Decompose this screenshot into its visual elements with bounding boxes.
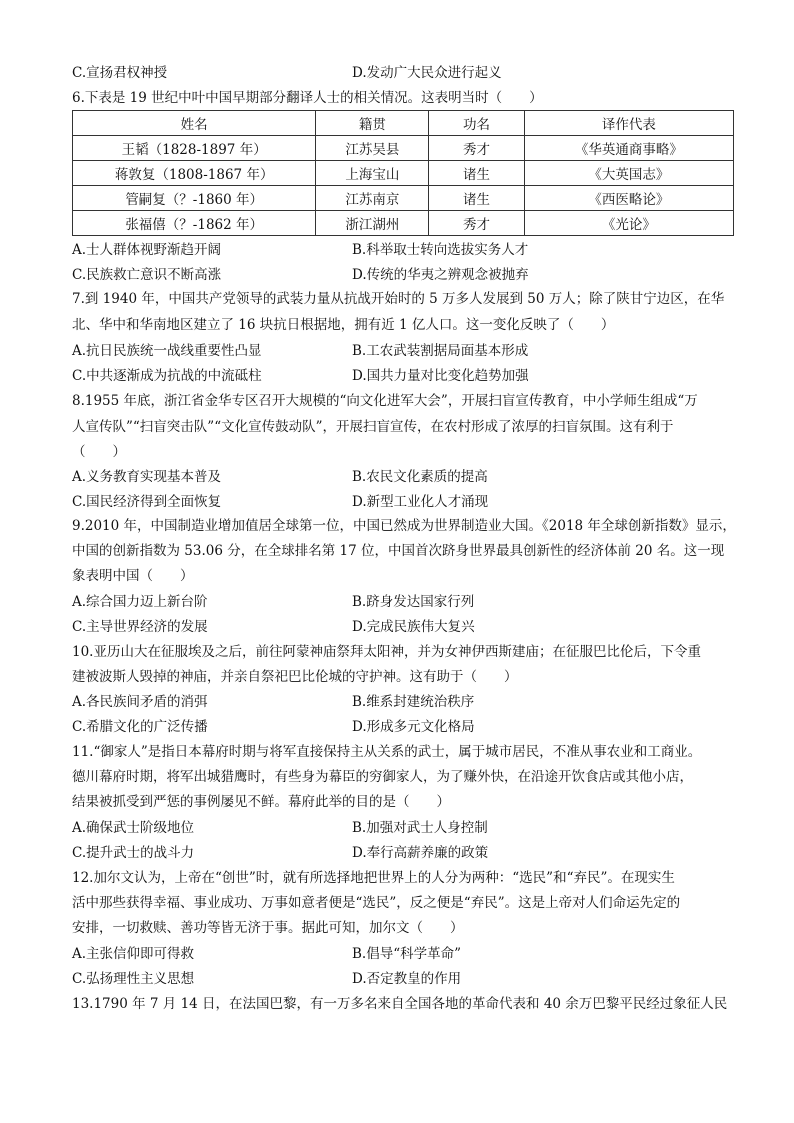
q7-option-d[interactable]: D.国共力量对比变化趋势加强	[352, 368, 529, 384]
q9-option-d[interactable]: D.完成民族伟大复兴	[352, 619, 475, 635]
q12-stem-line-3: 安排，一切救赎、善功等皆无济于事。据此可知，加尔文（ ）	[72, 920, 464, 936]
table-cell: 上海宝山	[316, 161, 429, 186]
table-cell: 王韬（1828-1897 年）	[73, 136, 316, 161]
q8-option-a[interactable]: A.义务教育实现基本普及	[72, 469, 222, 485]
q7-option-a[interactable]: A.抗日民族统一战线重要性凸显	[72, 343, 262, 359]
table-row	[73, 161, 734, 186]
table-cell: 《大英国志》	[524, 161, 733, 186]
header-works: 译作代表	[524, 111, 733, 136]
table-row	[73, 211, 734, 236]
q6-option-c[interactable]: C.民族救亡意识不断高涨	[72, 267, 222, 283]
table-cell: 诸生	[429, 186, 524, 211]
q8-stem-line-3: （ ）	[72, 444, 126, 460]
table-cell: 浙江湖州	[316, 211, 429, 236]
header-name: 姓名	[73, 111, 316, 136]
table-cell: 《光论》	[524, 211, 733, 236]
q10-stem-line-1: 10.亚历山大在征服埃及之后，前往阿蒙神庙祭拜太阳神，并为女神伊西斯建庙；在征服巴比伦后，下令重	[72, 644, 701, 660]
q6-translator-table	[72, 110, 734, 236]
q8-option-d[interactable]: D.新型工业化人才涌现	[352, 494, 489, 510]
q12-option-b[interactable]: B.倡导“科学革命”	[352, 946, 462, 962]
table-cell: 秀才	[429, 211, 524, 236]
q6-stem: 6.下表是 19 世纪中叶中国早期部分翻译人士的相关情况。这表明当时（ ）	[72, 90, 543, 106]
q5-option-c[interactable]: C.宣扬君权神授	[72, 65, 168, 81]
q10-option-b[interactable]: B.维系封建统治秩序	[352, 694, 475, 710]
header-title: 功名	[429, 111, 524, 136]
table-cell: 管嗣复（？-1860 年）	[73, 186, 316, 211]
q8-stem-line-1: 8.1955 年底，浙江省金华专区召开大规模的“向文化进军大会”，开展扫盲宣传教育，中小学师生组成“万	[72, 393, 698, 409]
header-origin: 籍贯	[316, 111, 429, 136]
q11-option-b[interactable]: B.加强对武士人身控制	[352, 820, 488, 836]
q9-option-b[interactable]: B.跻身发达国家行列	[352, 594, 475, 610]
table-cell: 张福僖（？-1862 年）	[73, 211, 316, 236]
q13-stem-line-1: 13.1790 年 7 月 14 日，在法国巴黎，有一万多名来自全国各地的革命代表和 40 余万巴黎平民经过象征人民	[72, 996, 728, 1012]
q12-stem-line-1: 12.加尔文认为，上帝在“创世”时，就有所选择地把世界上的人分为两种：“选民”和“弃民”。在现实生	[72, 870, 675, 886]
q11-stem-line-1: 11.“御家人”是指日本幕府时期与将军直接保持主从关系的武士，属于城市居民，不准从事农业和工商业。	[72, 744, 702, 760]
table-cell: 蒋敦复（1808-1867 年）	[73, 161, 316, 186]
q7-option-c[interactable]: C.中共逐渐成为抗战的中流砥柱	[72, 368, 262, 384]
q9-stem-line-3: 象表明中国（ ）	[72, 568, 194, 584]
table-cell: 《华英通商事略》	[524, 136, 733, 161]
q12-option-d[interactable]: D.否定教皇的作用	[352, 971, 462, 987]
q7-stem-line-2: 北、华中和华南地区建立了 16 块抗日根据地，拥有近 1 亿人口。这一变化反映了（ ）	[72, 317, 615, 333]
q12-stem-line-2: 活中那些获得幸福、事业成功、万事如意者便是“选民”，反之便是“弃民”。这是上帝对人们命运先定的	[72, 895, 681, 911]
table-header-row	[73, 111, 734, 136]
q9-option-a[interactable]: A.综合国力迈上新台阶	[72, 594, 208, 610]
table-cell: 《西医略论》	[524, 186, 733, 211]
q10-option-a[interactable]: A.各民族间矛盾的消弭	[72, 694, 208, 710]
q7-stem-line-1: 7.到 1940 年，中国共产党领导的武装力量从抗战开始时的 5 万多人发展到 50 万人；除了陕甘宁边区，在华	[72, 291, 725, 307]
q9-stem-line-2: 中国的创新指数为 53.06 分，在全球排名第 17 位，中国首次跻身世界最具创新性的经济体前 20 名。这一现	[72, 543, 725, 559]
q12-option-a[interactable]: A.主张信仰即可得救	[72, 946, 195, 962]
q11-option-a[interactable]: A.确保武士阶级地位	[72, 820, 195, 836]
q12-option-c[interactable]: C.弘扬理性主义思想	[72, 971, 195, 987]
q5-option-d[interactable]: D.发动广大民众进行起义	[352, 65, 502, 81]
q10-stem-line-2: 建被波斯人毁掉的神庙，并亲自祭祀巴比伦城的守护神。这有助于（ ）	[72, 669, 518, 685]
q11-stem-line-2: 德川幕府时期，将军出城猎鹰时，有些身为幕臣的穷御家人，为了赚外快，在沿途开饮食店或其他小店，	[72, 769, 693, 785]
q8-option-c[interactable]: C.国民经济得到全面恢复	[72, 494, 222, 510]
q8-option-b[interactable]: B.农民文化素质的提高	[352, 469, 488, 485]
table-row	[73, 186, 734, 211]
q11-option-d[interactable]: D.奉行高薪养廉的政策	[352, 845, 489, 861]
table-cell: 秀才	[429, 136, 524, 161]
q9-stem-line-1: 9.2010 年，中国制造业增加值居全球第一位，中国已然成为世界制造业大国。《2018 年全球创新指数》显示，	[72, 518, 736, 534]
q8-stem-line-2: 人宣传队”“扫盲突击队”“文化宣传鼓动队”，开展扫盲宣传，在农村形成了浓厚的扫盲氛围。这有利于	[72, 419, 674, 435]
table-cell: 江苏南京	[316, 186, 429, 211]
table-row	[73, 136, 734, 161]
q10-option-d[interactable]: D.形成多元文化格局	[352, 719, 475, 735]
q10-option-c[interactable]: C.希腊文化的广泛传播	[72, 719, 208, 735]
table-cell: 江苏吴县	[316, 136, 429, 161]
q6-option-b[interactable]: B.科举取士转向选拔实务人才	[352, 242, 529, 258]
table-cell: 诸生	[429, 161, 524, 186]
q6-option-a[interactable]: A.士人群体视野渐趋开阔	[72, 242, 222, 258]
q6-option-d[interactable]: D.传统的华夷之辨观念被抛弃	[352, 267, 529, 283]
q11-stem-line-3: 结果被抓受到严惩的事例屡见不鲜。幕府此举的目的是（ ）	[72, 794, 450, 810]
q11-option-c[interactable]: C.提升武士的战斗力	[72, 845, 195, 861]
q7-option-b[interactable]: B.工农武装割据局面基本形成	[352, 343, 529, 359]
q9-option-c[interactable]: C.主导世界经济的发展	[72, 619, 208, 635]
